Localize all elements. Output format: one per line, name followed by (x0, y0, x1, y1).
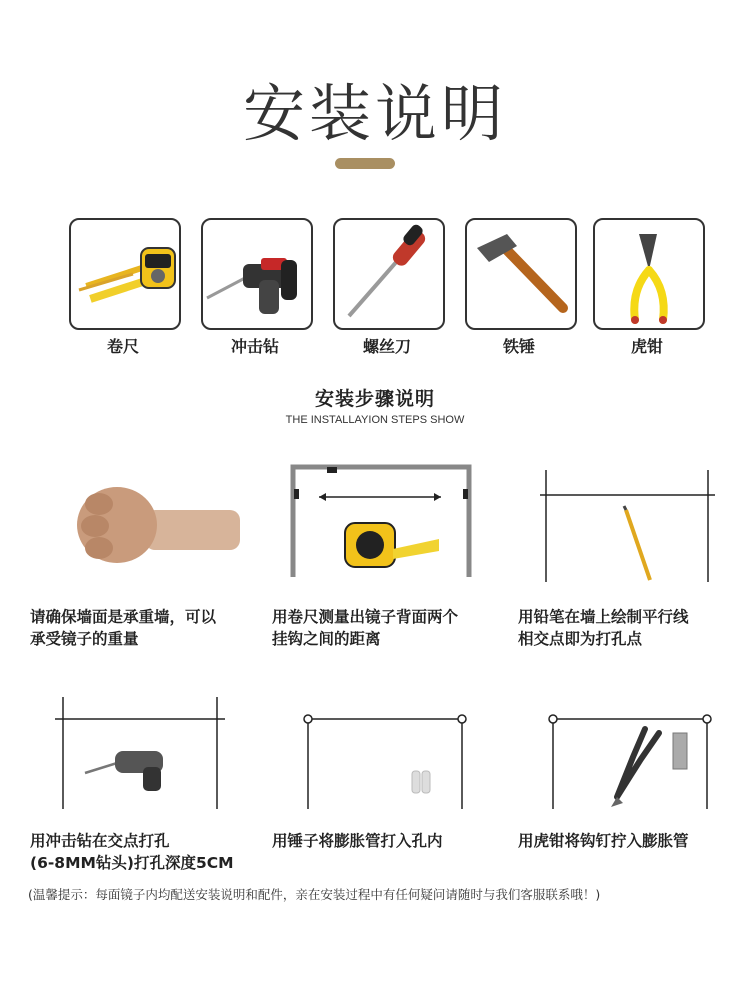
step-1-text: 请确保墙面是承重墙，可以 承受镜子的重量 (30, 608, 217, 648)
step-3-text: 用铅笔在墙上绘制平行线 相交点即为打孔点 (518, 608, 689, 648)
step-2-text: 用卷尺测量出镜子背面两个 挂钩之间的距离 (272, 608, 459, 648)
anchors-wall-icon (300, 697, 470, 812)
page-title: 安装说明 (242, 77, 507, 150)
impact-drill-icon (201, 218, 313, 330)
fist-icon (75, 480, 250, 570)
tape-measure-icon (69, 218, 181, 330)
section-title: 安装步骤说明 (314, 388, 435, 410)
pencil-lines-icon (540, 470, 715, 585)
drill-wall-icon (55, 697, 225, 812)
tool-label-tape: 卷尺 (106, 337, 139, 356)
tool-label-screwdriver: 螺丝刀 (362, 337, 411, 356)
tool-label-pliers: 虎钳 (630, 337, 663, 356)
step-4-text: 用冲击钻在交点打孔 (6-8MM钻头)打孔深度5CM (30, 832, 234, 872)
tool-label-drill: 冲击钻 (230, 337, 279, 356)
mirror-back-measure-icon (291, 465, 471, 585)
step-6-text: 用虎钳将钩钉拧入膨胀管 (518, 832, 689, 850)
tool-label-hammer: 铁锤 (502, 337, 535, 356)
step-5-text: 用锤子将膨胀管打入孔内 (272, 832, 443, 850)
hammer-icon (465, 218, 577, 330)
footer-note: (温馨提示：每面镜子内均配送安装说明和配件，亲在安装过程中有任何疑问请随时与我们客服联系哦！) (28, 887, 601, 902)
pliers-wall-icon (545, 697, 715, 812)
screwdriver-icon (333, 218, 445, 330)
title-divider (335, 158, 395, 169)
pliers-icon (593, 218, 705, 330)
section-subtitle: THE INSTALLAYION STEPS SHOW (285, 414, 465, 426)
